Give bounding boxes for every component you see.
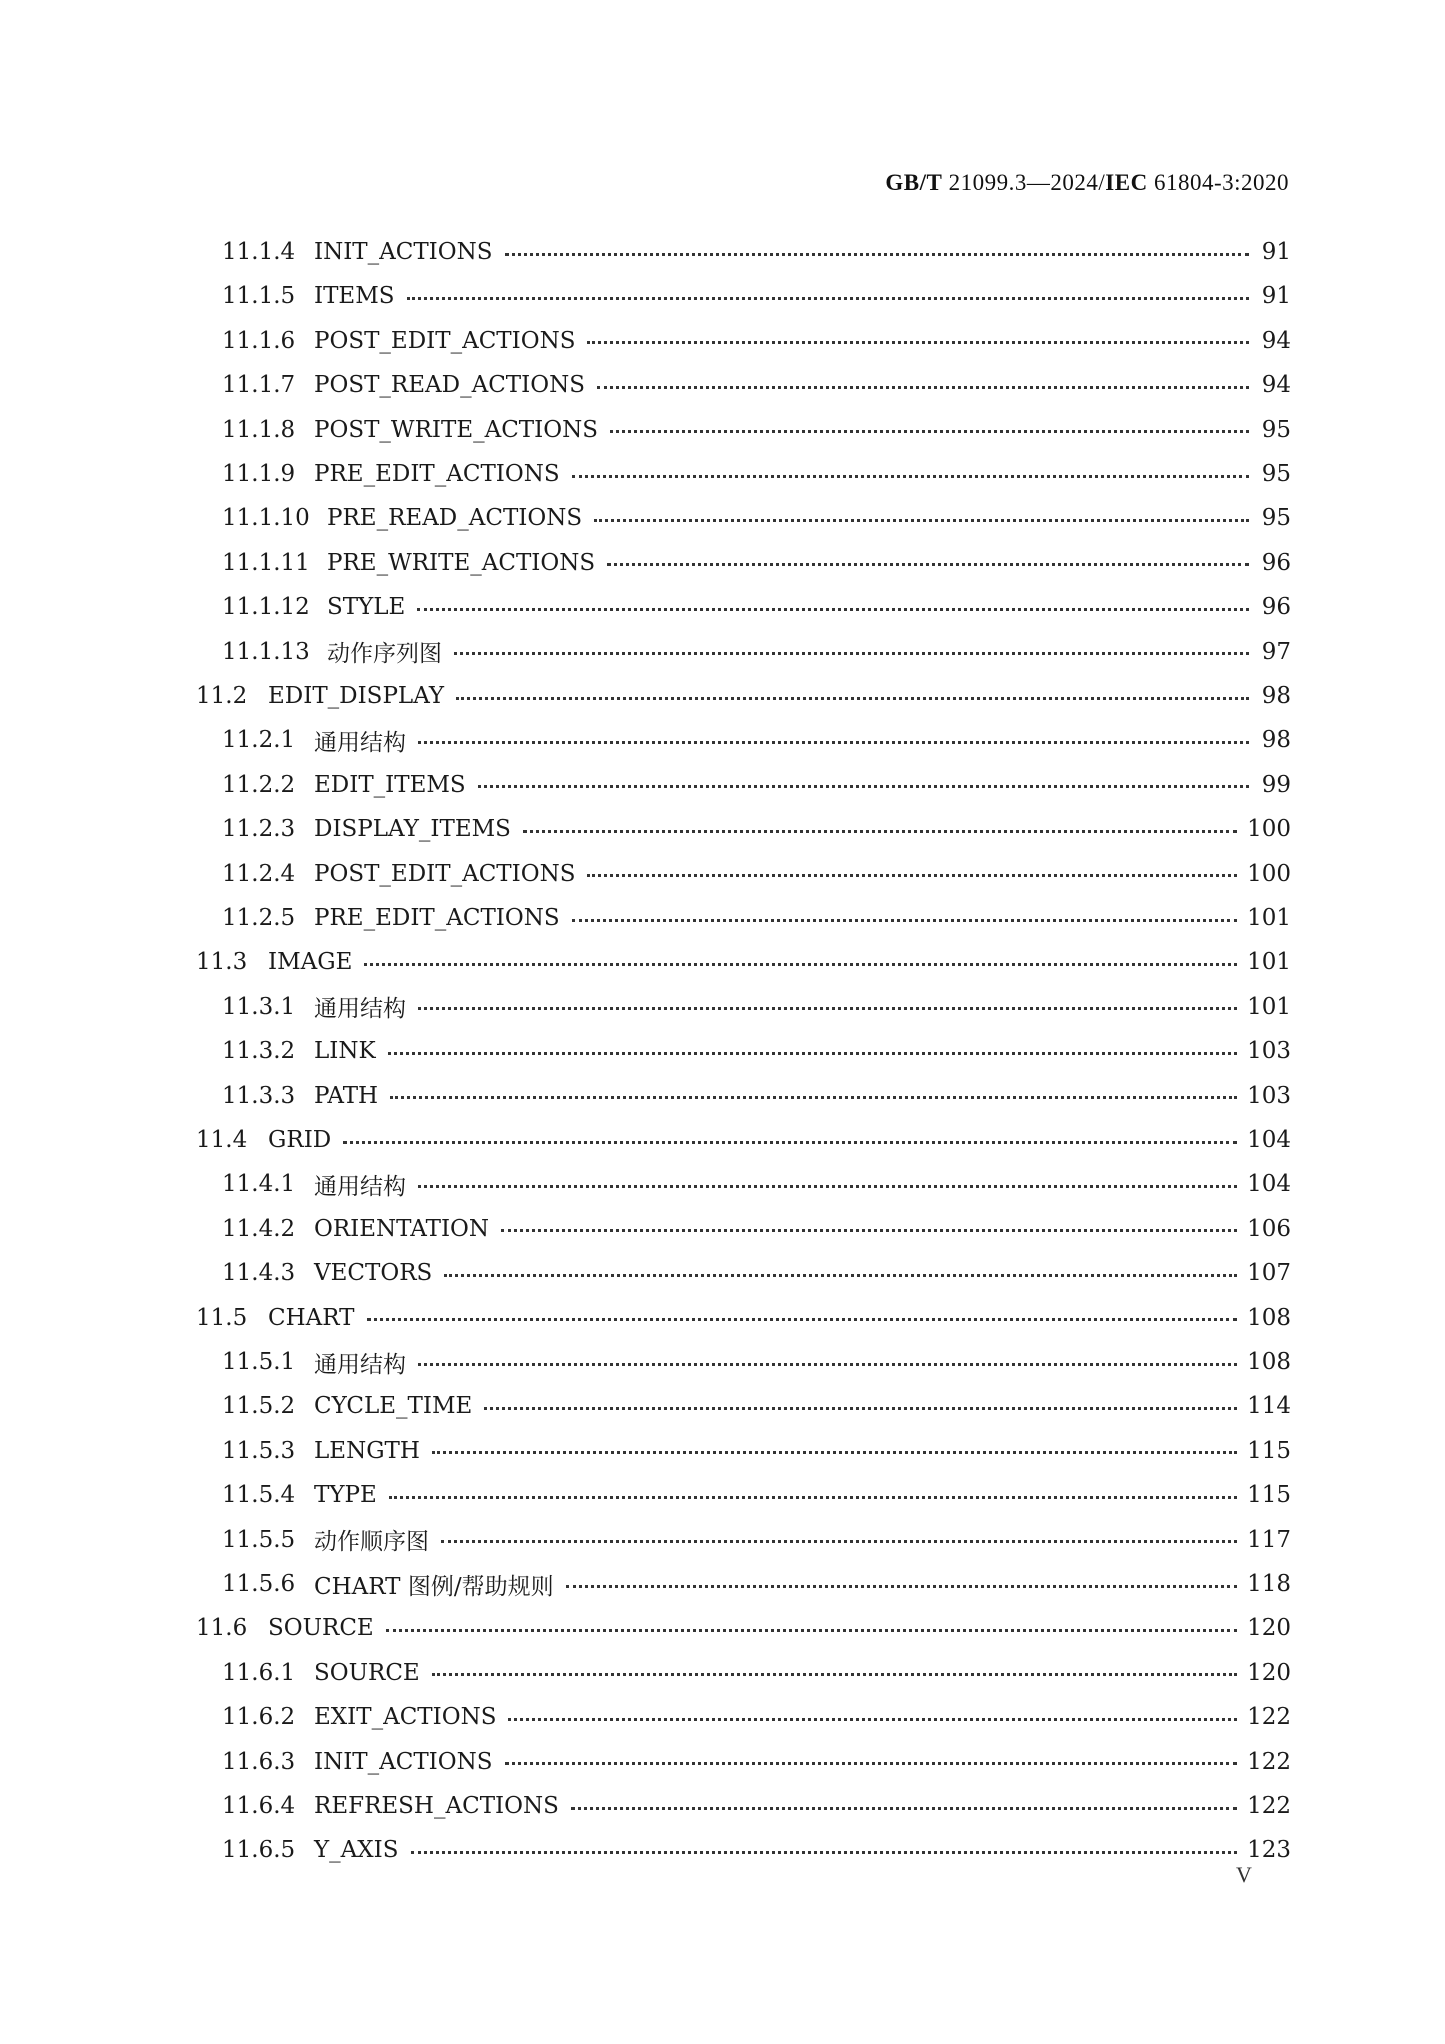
toc-entry-title: POST_READ_ACTIONS bbox=[314, 372, 585, 399]
toc-entry-page: 120 bbox=[1247, 1659, 1291, 1686]
toc-entry-title: CHART 图例/帮助规则 bbox=[314, 1573, 554, 1600]
toc-dot-leader bbox=[508, 1718, 1237, 1721]
toc-dot-leader bbox=[610, 430, 1249, 433]
toc-dot-leader bbox=[597, 386, 1249, 389]
toc-entry-page: 107 bbox=[1247, 1260, 1291, 1287]
toc-entry-title: Y_AXIS bbox=[314, 1837, 399, 1864]
toc-entry[interactable] bbox=[222, 1076, 1291, 1116]
toc-dot-leader bbox=[418, 1363, 1237, 1366]
toc-entry-title: TYPE bbox=[314, 1482, 377, 1509]
toc-entry[interactable] bbox=[222, 1830, 1291, 1870]
toc-entry[interactable] bbox=[222, 498, 1291, 538]
toc-entry-page: 94 bbox=[1261, 327, 1291, 354]
toc-entry[interactable] bbox=[222, 410, 1291, 450]
toc-entry-title: PATH bbox=[314, 1082, 379, 1109]
toc-entry-page: 103 bbox=[1247, 1082, 1291, 1109]
toc-dot-leader bbox=[418, 1185, 1237, 1188]
toc-entry-number: 11.1.5 bbox=[222, 283, 296, 310]
toc-entry-page: 98 bbox=[1261, 683, 1291, 709]
toc-entry-page: 117 bbox=[1247, 1526, 1291, 1553]
toc-dot-leader bbox=[444, 1274, 1237, 1277]
toc-entry-title: PRE_EDIT_ACTIONS bbox=[314, 461, 560, 487]
toc-entry-page: 103 bbox=[1247, 1038, 1291, 1065]
toc-entry[interactable] bbox=[222, 587, 1291, 627]
toc-entry-title: INIT_ACTIONS bbox=[314, 239, 493, 265]
toc-entry-number: 11.4.2 bbox=[222, 1215, 296, 1242]
toc-entry-number: 11.4 bbox=[196, 1127, 248, 1153]
toc-entry-title: SOURCE bbox=[314, 1659, 420, 1686]
toc-dot-leader bbox=[411, 1851, 1238, 1854]
toc-entry-number: 11.3.2 bbox=[222, 1038, 296, 1065]
toc-entry[interactable] bbox=[222, 1431, 1291, 1471]
toc-entry-number: 11.6.1 bbox=[222, 1659, 296, 1686]
toc-entry[interactable] bbox=[222, 276, 1291, 316]
toc-entry-page: 98 bbox=[1261, 727, 1291, 754]
toc-entry-page: 108 bbox=[1247, 1304, 1291, 1331]
toc-entry[interactable] bbox=[222, 454, 1291, 494]
toc-entry-number: 11.2.2 bbox=[222, 771, 296, 798]
toc-entry-page: 99 bbox=[1261, 771, 1291, 798]
toc-entry-title: EDIT_DISPLAY bbox=[268, 683, 445, 709]
toc-entry-title: POST_WRITE_ACTIONS bbox=[314, 416, 598, 443]
toc-entry-title: 动作顺序图 bbox=[314, 1529, 429, 1556]
toc-entry[interactable] bbox=[196, 1298, 1291, 1338]
toc-entry-page: 95 bbox=[1261, 505, 1291, 532]
toc-entry-number: 11.3 bbox=[196, 949, 248, 976]
toc-entry-page: 91 bbox=[1261, 239, 1291, 265]
toc-entry-page: 118 bbox=[1247, 1571, 1291, 1597]
toc-entry-number: 11.4.1 bbox=[222, 1171, 296, 1198]
toc-entry[interactable] bbox=[222, 232, 1291, 272]
toc-dot-leader bbox=[441, 1540, 1237, 1543]
toc-entry[interactable] bbox=[222, 1653, 1291, 1693]
toc-entry-page: 95 bbox=[1261, 416, 1291, 443]
standard-code-rest: 21099.3—2024/ bbox=[942, 170, 1106, 195]
toc-entry-number: 11.1.9 bbox=[222, 461, 296, 487]
toc-entry-number: 11.6.3 bbox=[222, 1748, 296, 1775]
toc-entry-title: LENGTH bbox=[314, 1437, 420, 1464]
toc-entry-title: INIT_ACTIONS bbox=[314, 1748, 493, 1775]
toc-entry-page: 122 bbox=[1247, 1704, 1291, 1731]
toc-dot-leader bbox=[343, 1141, 1237, 1144]
toc-entry-title: PRE_WRITE_ACTIONS bbox=[327, 549, 596, 576]
toc-entry-page: 101 bbox=[1247, 949, 1291, 976]
toc-dot-leader bbox=[418, 1007, 1237, 1010]
toc-entry-page: 101 bbox=[1247, 993, 1291, 1020]
toc-entry[interactable] bbox=[222, 1164, 1291, 1204]
toc-entry[interactable] bbox=[196, 1120, 1291, 1160]
toc-entry-page: 104 bbox=[1247, 1127, 1291, 1153]
standard-code-bold: GB/T bbox=[885, 170, 943, 195]
toc-entry-number: 11.1.7 bbox=[222, 372, 296, 399]
toc-entry-number: 11.6.5 bbox=[222, 1837, 296, 1864]
toc-entry[interactable] bbox=[222, 1253, 1291, 1293]
toc-entry[interactable] bbox=[222, 765, 1291, 805]
toc-entry[interactable] bbox=[196, 676, 1291, 716]
toc-entry-title: ORIENTATION bbox=[314, 1215, 490, 1242]
toc-entry-number: 11.1.11 bbox=[222, 549, 310, 576]
toc-entry-title: DISPLAY_ITEMS bbox=[314, 816, 511, 843]
toc-dot-leader bbox=[523, 830, 1237, 833]
toc-entry-number: 11.1.12 bbox=[222, 594, 310, 621]
toc-dot-leader bbox=[572, 475, 1249, 478]
toc-entry[interactable] bbox=[222, 1209, 1291, 1249]
toc-dot-leader bbox=[389, 1496, 1237, 1499]
toc-entry-page: 97 bbox=[1261, 638, 1291, 665]
page-header bbox=[885, 170, 1289, 196]
toc-dot-leader bbox=[367, 1318, 1238, 1321]
toc-entry[interactable] bbox=[222, 720, 1291, 760]
toc-entry-title: VECTORS bbox=[314, 1260, 433, 1287]
toc-dot-leader bbox=[386, 1629, 1237, 1632]
toc-entry[interactable] bbox=[222, 1564, 1291, 1604]
toc-entry[interactable] bbox=[222, 1031, 1291, 1071]
toc-dot-leader bbox=[390, 1096, 1237, 1099]
toc-entry-number: 11.5 bbox=[196, 1304, 248, 1331]
toc-entry-title: EXIT_ACTIONS bbox=[314, 1704, 497, 1731]
toc-dot-leader bbox=[454, 652, 1249, 655]
toc-dot-leader bbox=[418, 741, 1249, 744]
toc-entry-page: 91 bbox=[1261, 283, 1291, 310]
page-number-footer: V bbox=[1236, 1862, 1252, 1887]
toc-entry-page: 95 bbox=[1261, 461, 1291, 487]
toc-entry-title: CHART bbox=[268, 1304, 355, 1331]
toc-entry-title: PRE_EDIT_ACTIONS bbox=[314, 905, 560, 931]
toc-dot-leader bbox=[501, 1229, 1237, 1232]
toc-entry-title: REFRESH_ACTIONS bbox=[314, 1793, 559, 1819]
toc-entry-page: 96 bbox=[1261, 594, 1291, 621]
toc-entry[interactable] bbox=[222, 898, 1291, 938]
iec-code-bold: IEC bbox=[1105, 170, 1148, 195]
toc-entry-title: 通用结构 bbox=[314, 996, 406, 1023]
toc-entry-number: 11.5.5 bbox=[222, 1526, 296, 1553]
toc-entry-number: 11.2.3 bbox=[222, 816, 296, 843]
toc-entry-title: 动作序列图 bbox=[327, 641, 442, 668]
toc-entry-number: 11.5.2 bbox=[222, 1393, 296, 1420]
toc-entry-number: 11.1.8 bbox=[222, 416, 296, 443]
toc-entry[interactable] bbox=[222, 1475, 1291, 1515]
toc-entry-number: 11.5.6 bbox=[222, 1571, 296, 1597]
toc-entry-page: 114 bbox=[1247, 1393, 1291, 1420]
toc-entry-page: 96 bbox=[1261, 549, 1291, 576]
toc-entry-page: 100 bbox=[1247, 816, 1291, 843]
toc-entry[interactable] bbox=[222, 632, 1291, 672]
toc-entry-page: 106 bbox=[1247, 1215, 1291, 1242]
toc-entry-title: EDIT_ITEMS bbox=[314, 771, 466, 798]
toc-dot-leader bbox=[572, 919, 1237, 922]
toc-entry[interactable] bbox=[222, 1786, 1291, 1826]
toc-dot-leader bbox=[432, 1451, 1237, 1454]
toc-entry-number: 11.3.3 bbox=[222, 1082, 296, 1109]
toc-entry-title: POST_EDIT_ACTIONS bbox=[314, 327, 576, 354]
toc-dot-leader bbox=[505, 253, 1249, 256]
toc-entry-number: 11.1.4 bbox=[222, 239, 296, 265]
toc-entry[interactable] bbox=[222, 365, 1291, 405]
toc-entry-number: 11.1.6 bbox=[222, 327, 296, 354]
toc-entry-title: ITEMS bbox=[314, 283, 395, 310]
toc-dot-leader bbox=[607, 563, 1249, 566]
toc-entry-number: 11.4.3 bbox=[222, 1260, 296, 1287]
toc-dot-leader bbox=[407, 297, 1249, 300]
toc-entry-title: 通用结构 bbox=[314, 1351, 406, 1378]
toc-entry[interactable] bbox=[222, 543, 1291, 583]
toc-entry-page: 115 bbox=[1247, 1482, 1291, 1509]
toc-dot-leader bbox=[594, 519, 1249, 522]
toc-entry-title: CYCLE_TIME bbox=[314, 1393, 473, 1420]
toc-entry[interactable] bbox=[222, 1386, 1291, 1426]
toc-entry-number: 11.2 bbox=[196, 683, 248, 709]
toc-entry[interactable] bbox=[196, 942, 1291, 982]
toc-dot-leader bbox=[417, 608, 1249, 611]
toc-entry-title: PRE_READ_ACTIONS bbox=[327, 505, 583, 532]
toc-entry-page: 108 bbox=[1247, 1349, 1291, 1375]
toc-entry-page: 122 bbox=[1247, 1793, 1291, 1819]
toc-entry-title: 通用结构 bbox=[314, 1173, 406, 1200]
toc-entry[interactable] bbox=[222, 809, 1291, 849]
toc-entry-number: 11.5.3 bbox=[222, 1437, 296, 1464]
toc-entry-number: 11.2.4 bbox=[222, 860, 296, 887]
toc-entry[interactable] bbox=[222, 1342, 1291, 1382]
toc-dot-leader bbox=[566, 1585, 1238, 1588]
toc-dot-leader bbox=[484, 1407, 1237, 1410]
toc-dot-leader bbox=[388, 1052, 1237, 1055]
toc-entry[interactable] bbox=[222, 854, 1291, 894]
toc-entry-number: 11.5.1 bbox=[222, 1349, 296, 1375]
toc-dot-leader bbox=[478, 785, 1249, 788]
toc-entry-page: 101 bbox=[1247, 905, 1291, 931]
toc-entry-title: GRID bbox=[268, 1127, 332, 1153]
toc-entry[interactable] bbox=[222, 1697, 1291, 1737]
toc-entry-page: 122 bbox=[1247, 1748, 1291, 1775]
toc-entry[interactable] bbox=[222, 1520, 1291, 1560]
toc-entry-number: 11.6 bbox=[196, 1615, 248, 1642]
toc-dot-leader bbox=[505, 1762, 1238, 1765]
toc-entry-page: 120 bbox=[1247, 1615, 1291, 1642]
toc-entry-page: 104 bbox=[1247, 1171, 1291, 1198]
toc-entry[interactable] bbox=[222, 321, 1291, 361]
toc-dot-leader bbox=[587, 341, 1249, 344]
toc-dot-leader bbox=[587, 874, 1237, 877]
iec-code-rest: 61804-3:2020 bbox=[1147, 170, 1289, 195]
toc-entry-number: 11.3.1 bbox=[222, 993, 296, 1020]
toc-entry-number: 11.6.4 bbox=[222, 1793, 296, 1819]
toc-entry-page: 115 bbox=[1247, 1437, 1291, 1464]
toc-entry-page: 100 bbox=[1247, 860, 1291, 887]
toc-entry-number: 11.2.1 bbox=[222, 727, 296, 754]
toc-entry-number: 11.2.5 bbox=[222, 905, 296, 931]
toc-entry-title: POST_EDIT_ACTIONS bbox=[314, 860, 576, 887]
toc-entry-title: STYLE bbox=[327, 594, 406, 621]
toc-entry-title: IMAGE bbox=[268, 949, 353, 976]
toc-dot-leader bbox=[364, 963, 1237, 966]
toc-dot-leader bbox=[571, 1807, 1237, 1810]
toc-entry-title: LINK bbox=[314, 1038, 376, 1065]
toc-entry-number: 11.1.10 bbox=[222, 505, 310, 532]
toc-entry[interactable] bbox=[196, 1608, 1291, 1648]
toc-entry-number: 11.6.2 bbox=[222, 1704, 296, 1731]
toc-entry-page: 94 bbox=[1261, 372, 1291, 399]
toc-entry-title: 通用结构 bbox=[314, 729, 406, 756]
toc-entry-number: 11.1.13 bbox=[222, 638, 310, 665]
toc-entry-number: 11.5.4 bbox=[222, 1482, 296, 1509]
toc-entry[interactable] bbox=[222, 1742, 1291, 1782]
toc-dot-leader bbox=[432, 1673, 1237, 1676]
toc-entry-page: 123 bbox=[1247, 1837, 1291, 1864]
toc-entry-title: SOURCE bbox=[268, 1615, 374, 1642]
toc-dot-leader bbox=[456, 697, 1249, 700]
toc-entry[interactable] bbox=[222, 987, 1291, 1027]
